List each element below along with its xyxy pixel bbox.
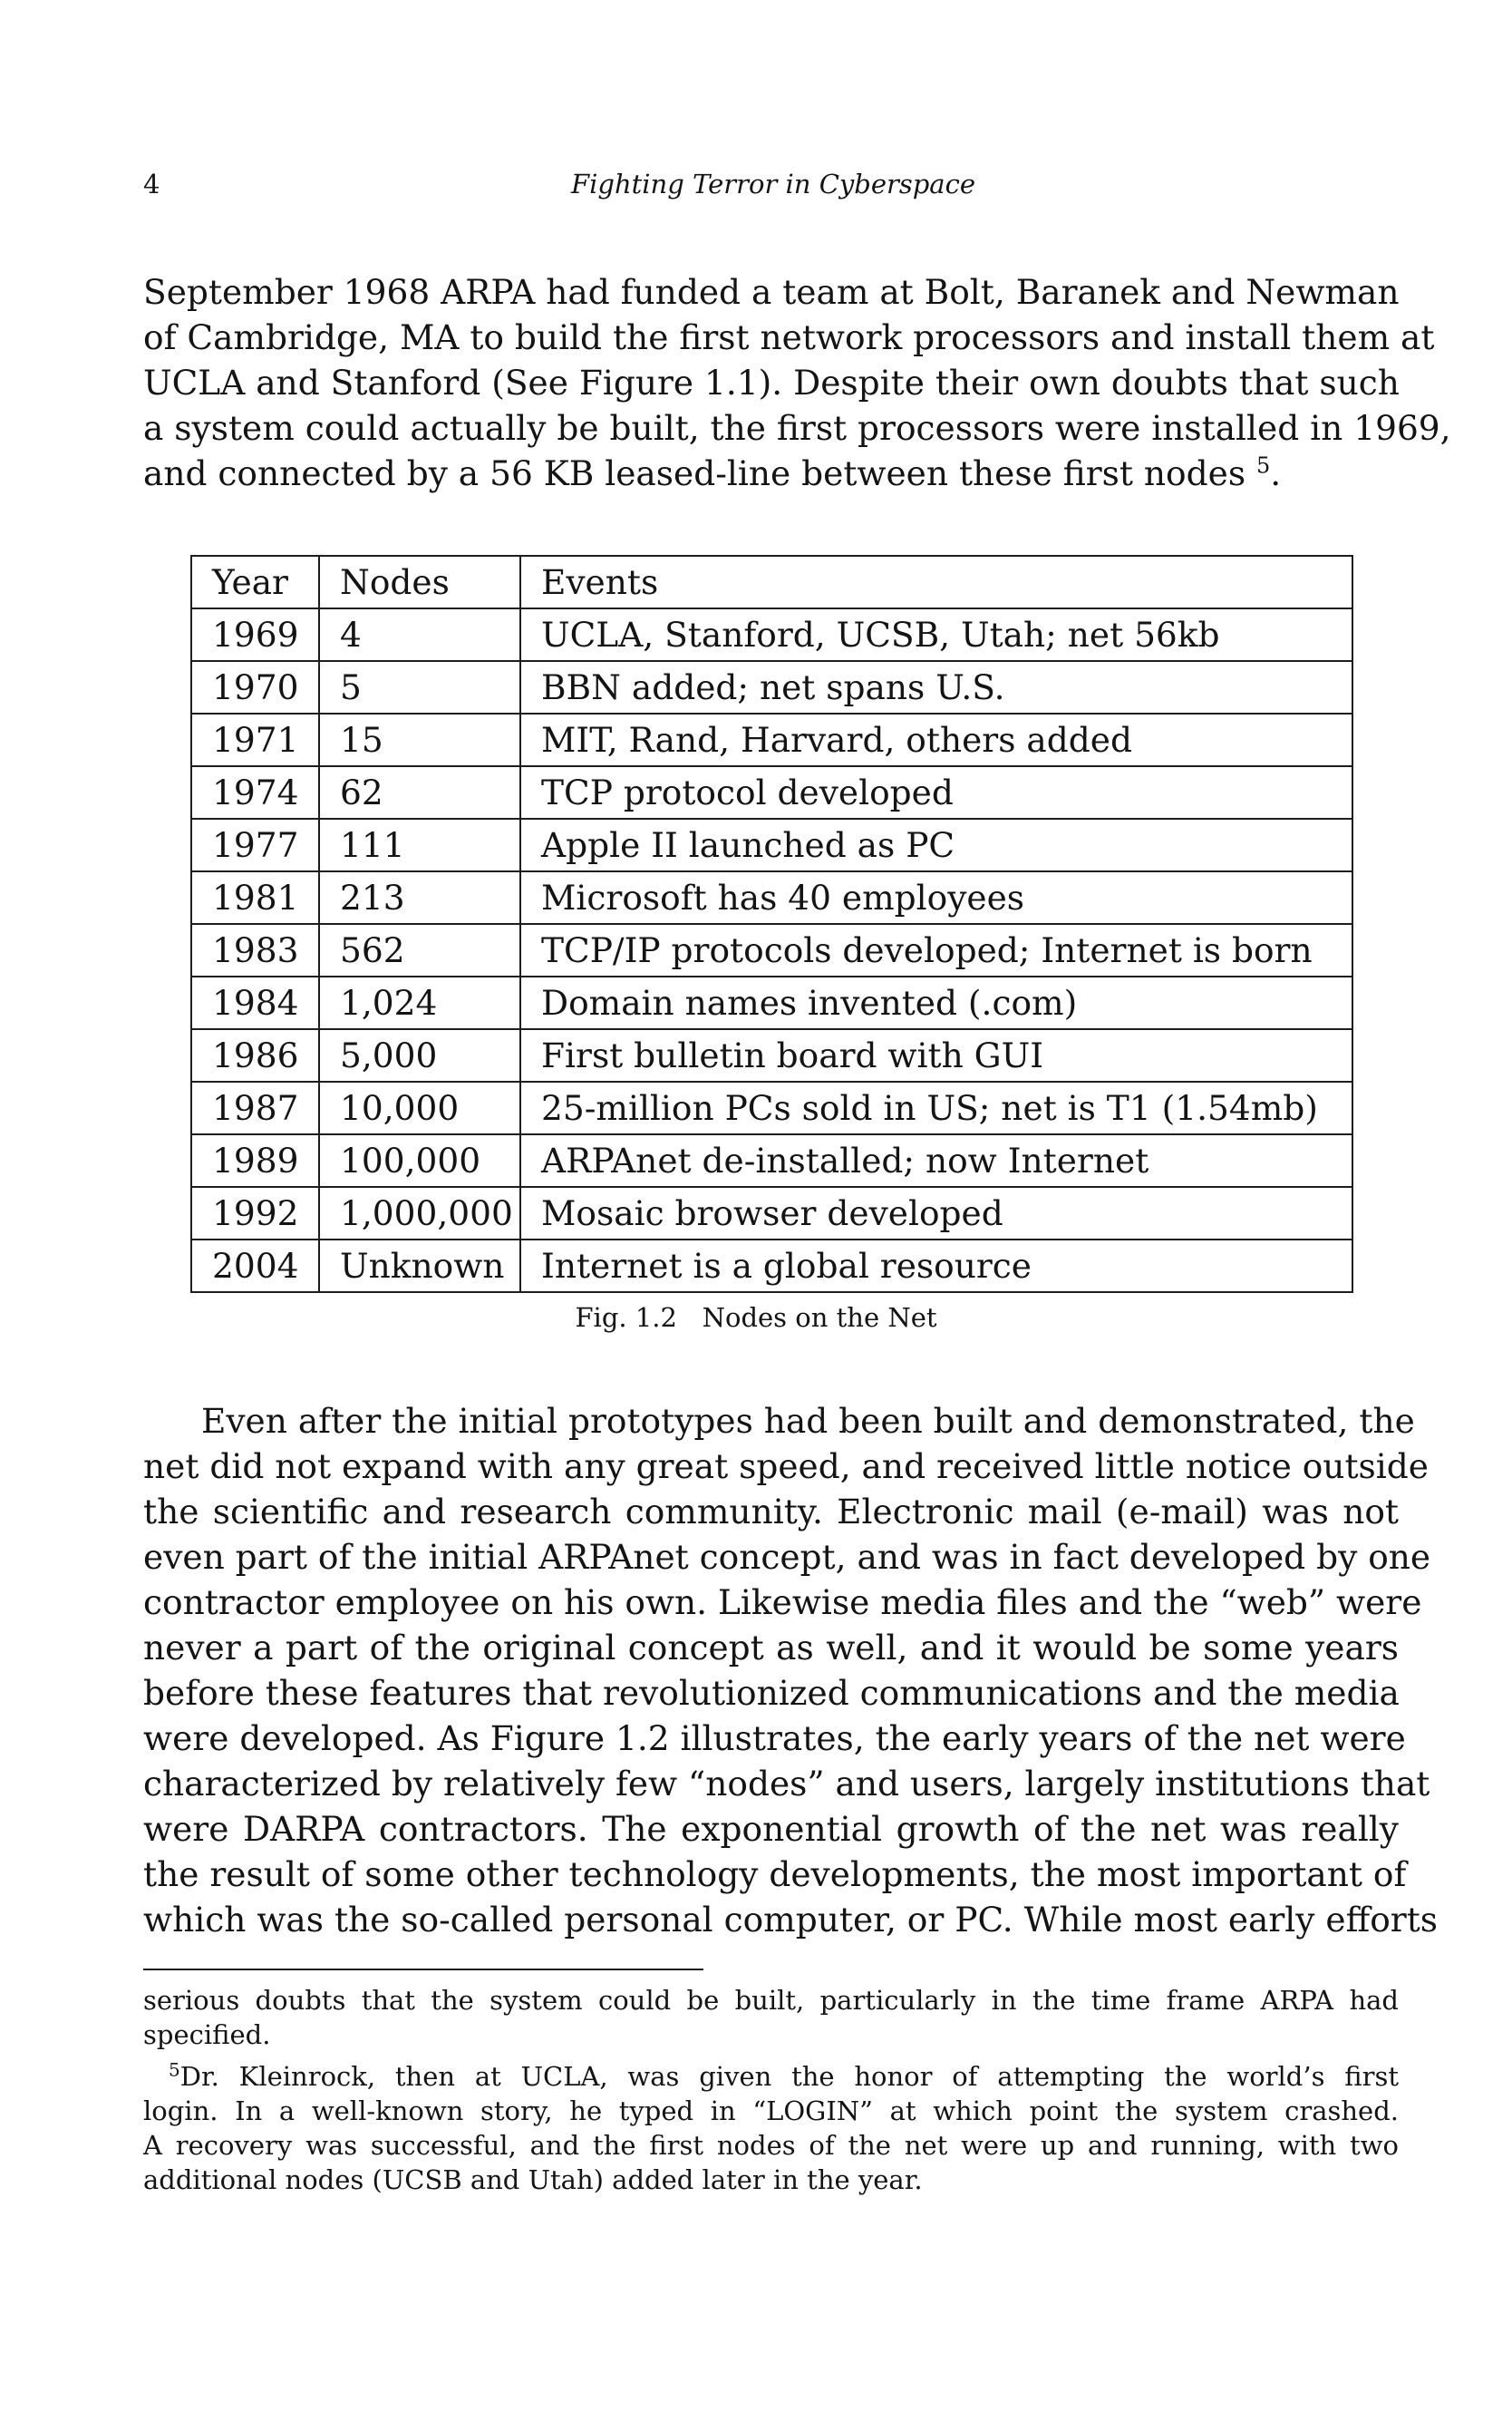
cell-nodes: 1,024 [319, 977, 520, 1029]
cell-events: Domain names invented (.com) [520, 977, 1352, 1029]
paragraph-1 [143, 269, 1451, 496]
text-line: the result of some other technology developments, the most important of [143, 1854, 1407, 1894]
nodes-table [190, 555, 1353, 1293]
text-line: were DARPA contractors. The exponential growth of the net was really [143, 1809, 1399, 1849]
cell-year: 1984 [191, 977, 319, 1029]
table-row [191, 1240, 1352, 1292]
table-row [191, 924, 1352, 977]
paragraph-2 [143, 1398, 1439, 1942]
cell-nodes: 15 [319, 714, 520, 766]
text-line-content: and connected by a 56 KB leased-line between these first nodes [143, 453, 1246, 493]
nodes-table-body [191, 556, 1352, 1292]
footnote-line: A recovery was successful, and the first nodes of the net were up and running, with two [143, 2130, 1399, 2161]
footnote-5-text: Dr. Kleinrock, then at UCLA, was given the honor of attempting the world’s first [179, 2061, 1399, 2092]
text-line: were developed. As Figure 1.2 illustrates, the early years of the net were [143, 1718, 1406, 1758]
page-number: 4 [143, 169, 160, 199]
text-line: net did not expand with any great speed, and received little notice outside [143, 1446, 1429, 1486]
cell-events: MIT, Rand, Harvard, others added [520, 714, 1352, 766]
table-row [191, 871, 1352, 924]
cell-events: 25-million PCs sold in US; net is T1 (1.54mb) [520, 1082, 1352, 1134]
cell-nodes: Unknown [319, 1240, 520, 1292]
cell-nodes: 111 [319, 819, 520, 871]
cell-year: 1981 [191, 871, 319, 924]
table-row [191, 1187, 1352, 1240]
text-line: the scientific and research community. Electronic mail (e-mail) was not [143, 1492, 1399, 1531]
footnote-line: serious doubts that the system could be built, particularly in the time frame ARPA had [143, 1985, 1399, 2016]
table-row [191, 977, 1352, 1029]
footnote-line: login. In a well-known story, he typed in “LOGIN” at which point the system crashed. [143, 2095, 1399, 2126]
cell-year: 1992 [191, 1187, 319, 1240]
cell-nodes: 5 [319, 661, 520, 714]
cell-events: ARPAnet de-installed; now Internet [520, 1134, 1352, 1187]
header-year: Year [191, 556, 319, 608]
cell-year: 1969 [191, 608, 319, 661]
cell-nodes: 213 [319, 871, 520, 924]
cell-events: Mosaic browser developed [520, 1187, 1352, 1240]
text-line: even part of the initial ARPAnet concept, and was in fact developed by one [143, 1537, 1431, 1577]
cell-year: 1970 [191, 661, 319, 714]
cell-year: 1983 [191, 924, 319, 977]
cell-events: First bulletin board with GUI [520, 1029, 1352, 1082]
cell-events: TCP/IP protocols developed; Internet is born [520, 924, 1352, 977]
footnote-ref-5[interactable]: 5 [1255, 452, 1271, 479]
table-header-row [191, 556, 1352, 608]
footnote-line: specified. [143, 2019, 271, 2050]
footnote-5-marker: 5 [169, 2058, 180, 2081]
running-title: Fighting Terror in Cyberspace [570, 169, 976, 199]
text-line: UCLA and Stanford (See Figure 1.1). Despite their own doubts that such [143, 363, 1400, 403]
cell-nodes: 100,000 [319, 1134, 520, 1187]
table-row [191, 661, 1352, 714]
footnotes [143, 1983, 1399, 2197]
cell-nodes: 10,000 [319, 1082, 520, 1134]
footnote-5-line [143, 2059, 1399, 2094]
cell-events: Apple II launched as PC [520, 819, 1352, 871]
table-row [191, 608, 1352, 661]
text-line: contractor employee on his own. Likewise media files and the “web” were [143, 1582, 1422, 1622]
text-line: characterized by relatively few “nodes” and users, largely institutions that [143, 1764, 1430, 1804]
table-row [191, 1134, 1352, 1187]
cell-nodes: 4 [319, 608, 520, 661]
cell-year: 1987 [191, 1082, 319, 1134]
text-line: Even after the initial prototypes had been built and demonstrated, the [201, 1401, 1415, 1441]
text-line: September 1968 ARPA had funded a team at Bolt, Baranek and Newman [143, 272, 1400, 312]
cell-events: Microsoft has 40 employees [520, 871, 1352, 924]
cell-year: 1974 [191, 766, 319, 819]
header-nodes: Nodes [319, 556, 520, 608]
cell-year: 1971 [191, 714, 319, 766]
cell-events: UCLA, Stanford, UCSB, Utah; net 56kb [520, 608, 1352, 661]
figure-caption [0, 1302, 1512, 1333]
cell-year: 2004 [191, 1240, 319, 1292]
text-line: of Cambridge, MA to build the first network processors and install them at [143, 317, 1435, 357]
table-row [191, 1029, 1352, 1082]
cell-year: 1989 [191, 1134, 319, 1187]
table-row [191, 1082, 1352, 1134]
text-line: which was the so-called personal computer, or PC. While most early efforts [143, 1900, 1439, 1940]
text-line: before these features that revolutionized communications and the media [143, 1673, 1400, 1713]
sentence-end: . [1270, 453, 1282, 493]
cell-year: 1977 [191, 819, 319, 871]
cell-events: BBN added; net spans U.S. [520, 661, 1352, 714]
text-line: a system could actually be built, the first processors were installed in 1969, [143, 408, 1451, 448]
text-line [143, 451, 1399, 496]
caption-text: Nodes on the Net [702, 1302, 937, 1333]
cell-nodes: 62 [319, 766, 520, 819]
table-row [191, 819, 1352, 871]
footnote-rule [143, 1969, 703, 1970]
cell-events: TCP protocol developed [520, 766, 1352, 819]
running-head [143, 169, 1403, 209]
header-events: Events [520, 556, 1352, 608]
cell-nodes: 562 [319, 924, 520, 977]
text-line: never a part of the original concept as well, and it would be some years [143, 1628, 1399, 1667]
cell-nodes: 1,000,000 [319, 1187, 520, 1240]
table-row [191, 766, 1352, 819]
cell-year: 1986 [191, 1029, 319, 1082]
table-row [191, 714, 1352, 766]
caption-label: Fig. 1.2 [575, 1302, 677, 1333]
cell-events: Internet is a global resource [520, 1240, 1352, 1292]
cell-nodes: 5,000 [319, 1029, 520, 1082]
footnote-line: additional nodes (UCSB and Utah) added later in the year. [143, 2164, 923, 2195]
